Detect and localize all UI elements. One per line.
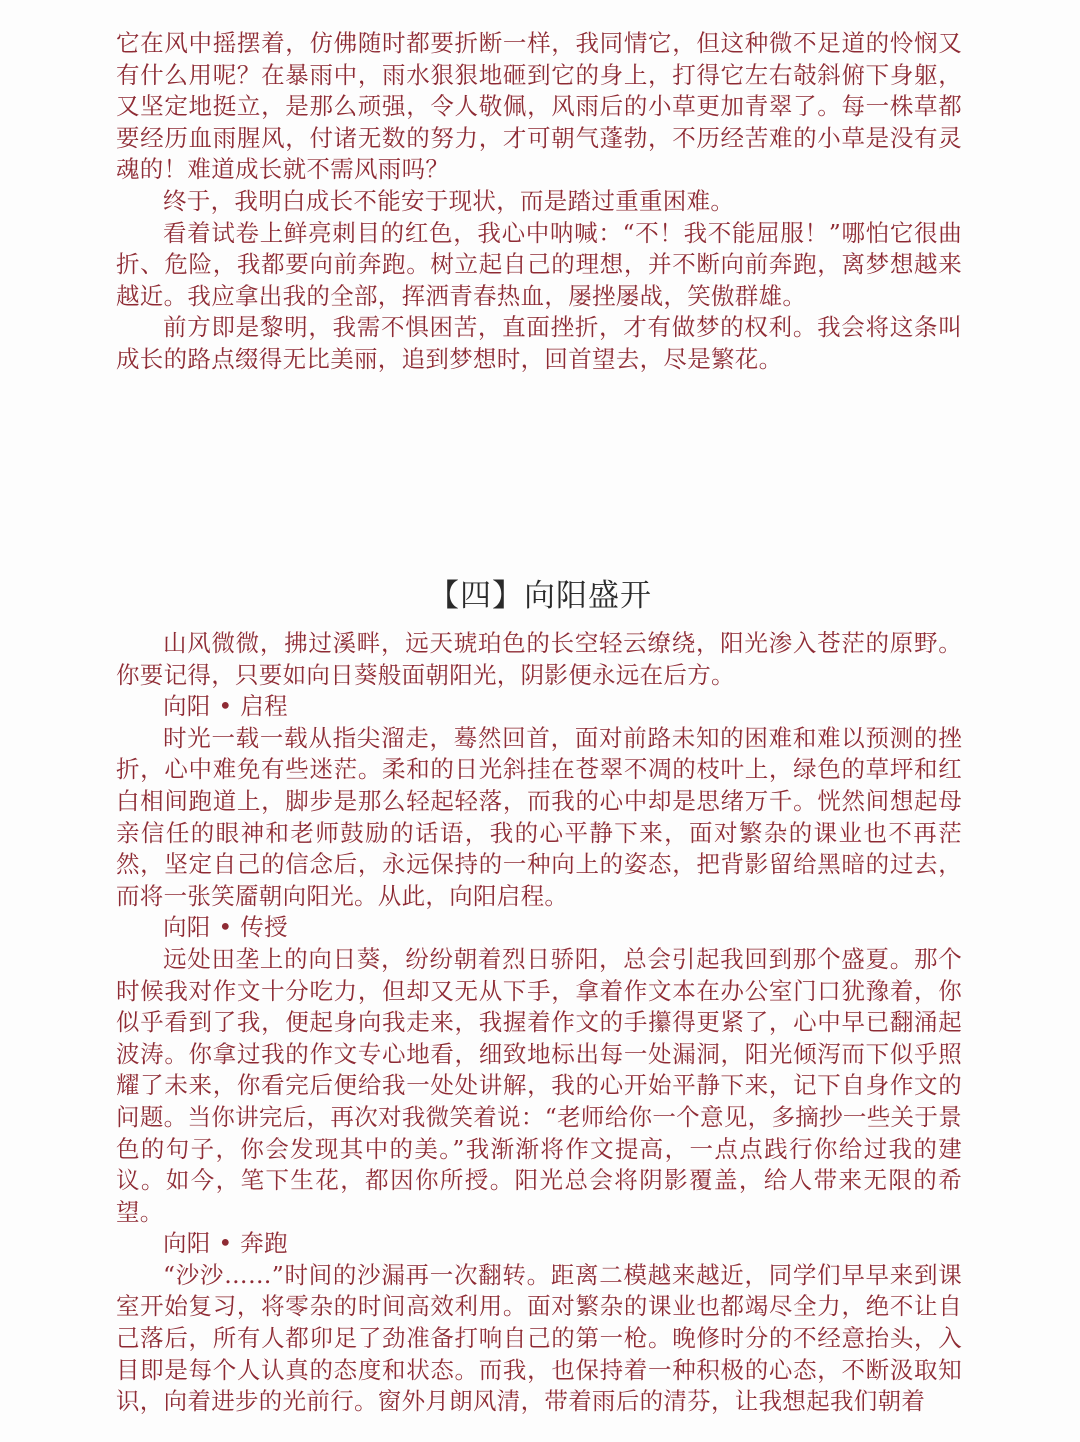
subsection-heading: 向阳 • 奔跑 xyxy=(163,1229,288,1258)
paragraph: 山风微微，拂过溪畔，远天琥珀色的长空轻云缭绕，阳光渗入苍茫的原野。你要记得，只要如向日葵般面朝阳光，阴影便永远在后方。 xyxy=(116,629,962,689)
paragraph: 远处田垄上的向日葵，纷纷朝着烈日骄阳，总会引起我回到那个盛夏。那个时候我对作文十分吃力，但却又无从下手，拿着作文本在办公室门口犹豫着，你似乎看到了我，便起身向我走来，我握着作文的手攥得更紧了，心中早已翻涌起波涛。你拿过我的作文专心地看，细致地标出每一处漏洞，阳光倾泻而下似乎照耀了未来，你看完后便给我一处处讲解，我的心开始平静下来，记下自身作文的问题。当你讲完后，再次对我微笑着说：“老师给你一个意见，多摘抄一些关于景色的句子，你会发现其中的美。”我渐渐将作文提高，一点点践行你给过我的建议。如今，笔下生花，都因你所授。阳光总会将阴影覆盖，给人带来无限的希望。 xyxy=(116,944,962,1226)
subsection-heading: 向阳 • 启程 xyxy=(163,692,288,721)
paragraph: 看着试卷上鲜亮刺目的红色，我心中呐喊：“不！我不能屈服！”哪怕它很曲折、危险，我都要向前奔跑。树立起自己的理想，并不断向前奔跑，离梦想越来越近。我应拿出我的全部，挥洒青春热血，屡挫屡战，笑傲群雄。 xyxy=(116,218,962,310)
paragraph: 终于，我明白成长不能安于现状，而是踏过重重困难。 xyxy=(163,186,735,215)
paragraph: 时光一载一载从指尖溜走，蓦然回首，面对前路未知的困难和难以预测的挫折，心中难免有些迷茫。柔和的日光斜挂在苍翠不凋的枝叶上，绿色的草坪和红白相间跑道上，脚步是那么轻起轻落，而我的心中却是思绪万千。恍然间想起母亲信任的眼神和老师鼓励的话语，我的心平静下来，面对繁杂的课业也不再茫然，坚定自己的信念后，永远保持的一种向上的姿态，把背影留给黑暗的过去，而将一张笑靥朝向阳光。从此，向阳启程。 xyxy=(116,723,962,910)
subsection-heading: 向阳 • 传授 xyxy=(163,913,288,942)
essay-body xyxy=(116,628,962,1418)
paragraph: 它在风中摇摆着，仿佛随时都要折断一样，我同情它，但这种微不足道的怜悯又有什么用呢？在暴雨中，雨水狠狠地砸到它的身上，打得它左右攲斜俯下身躯，又坚定地挺立，是那么顽强，令人敬佩，风雨后的小草更加青翠了。每一株草都要经历血雨腥风，付诸无数的努力，才可朝气蓬勃，不历经苦难的小草是没有灵魂的！难道成长就不需风雨吗？ xyxy=(116,29,962,184)
paragraph: “沙沙……”时间的沙漏再一次翻转。距离二模越来越近，同学们早早来到课室开始复习，将零杂的时间高效利用。面对繁杂的课业也都竭尽全力，绝不让自己落后，所有人都卯足了劲准备打响自己的第一枪。晚修时分的不经意抬头，入目即是每个人认真的态度和状态。而我，也保持着一种积极的心态，不断汲取知识，向着进步的光前行。窗外月朗风清，带着雨后的清芬，让我想起我们朝着 xyxy=(116,1260,962,1416)
paragraph: 前方即是黎明，我需不惧困苦，直面挫折，才有做梦的权利。我会将这条叫成长的路点缀得无比美丽，追到梦想时，回首望去，尽是繁花。 xyxy=(116,313,962,373)
essay-continuation xyxy=(116,28,962,376)
section-title: 【四】向阳盛开 xyxy=(428,578,652,614)
